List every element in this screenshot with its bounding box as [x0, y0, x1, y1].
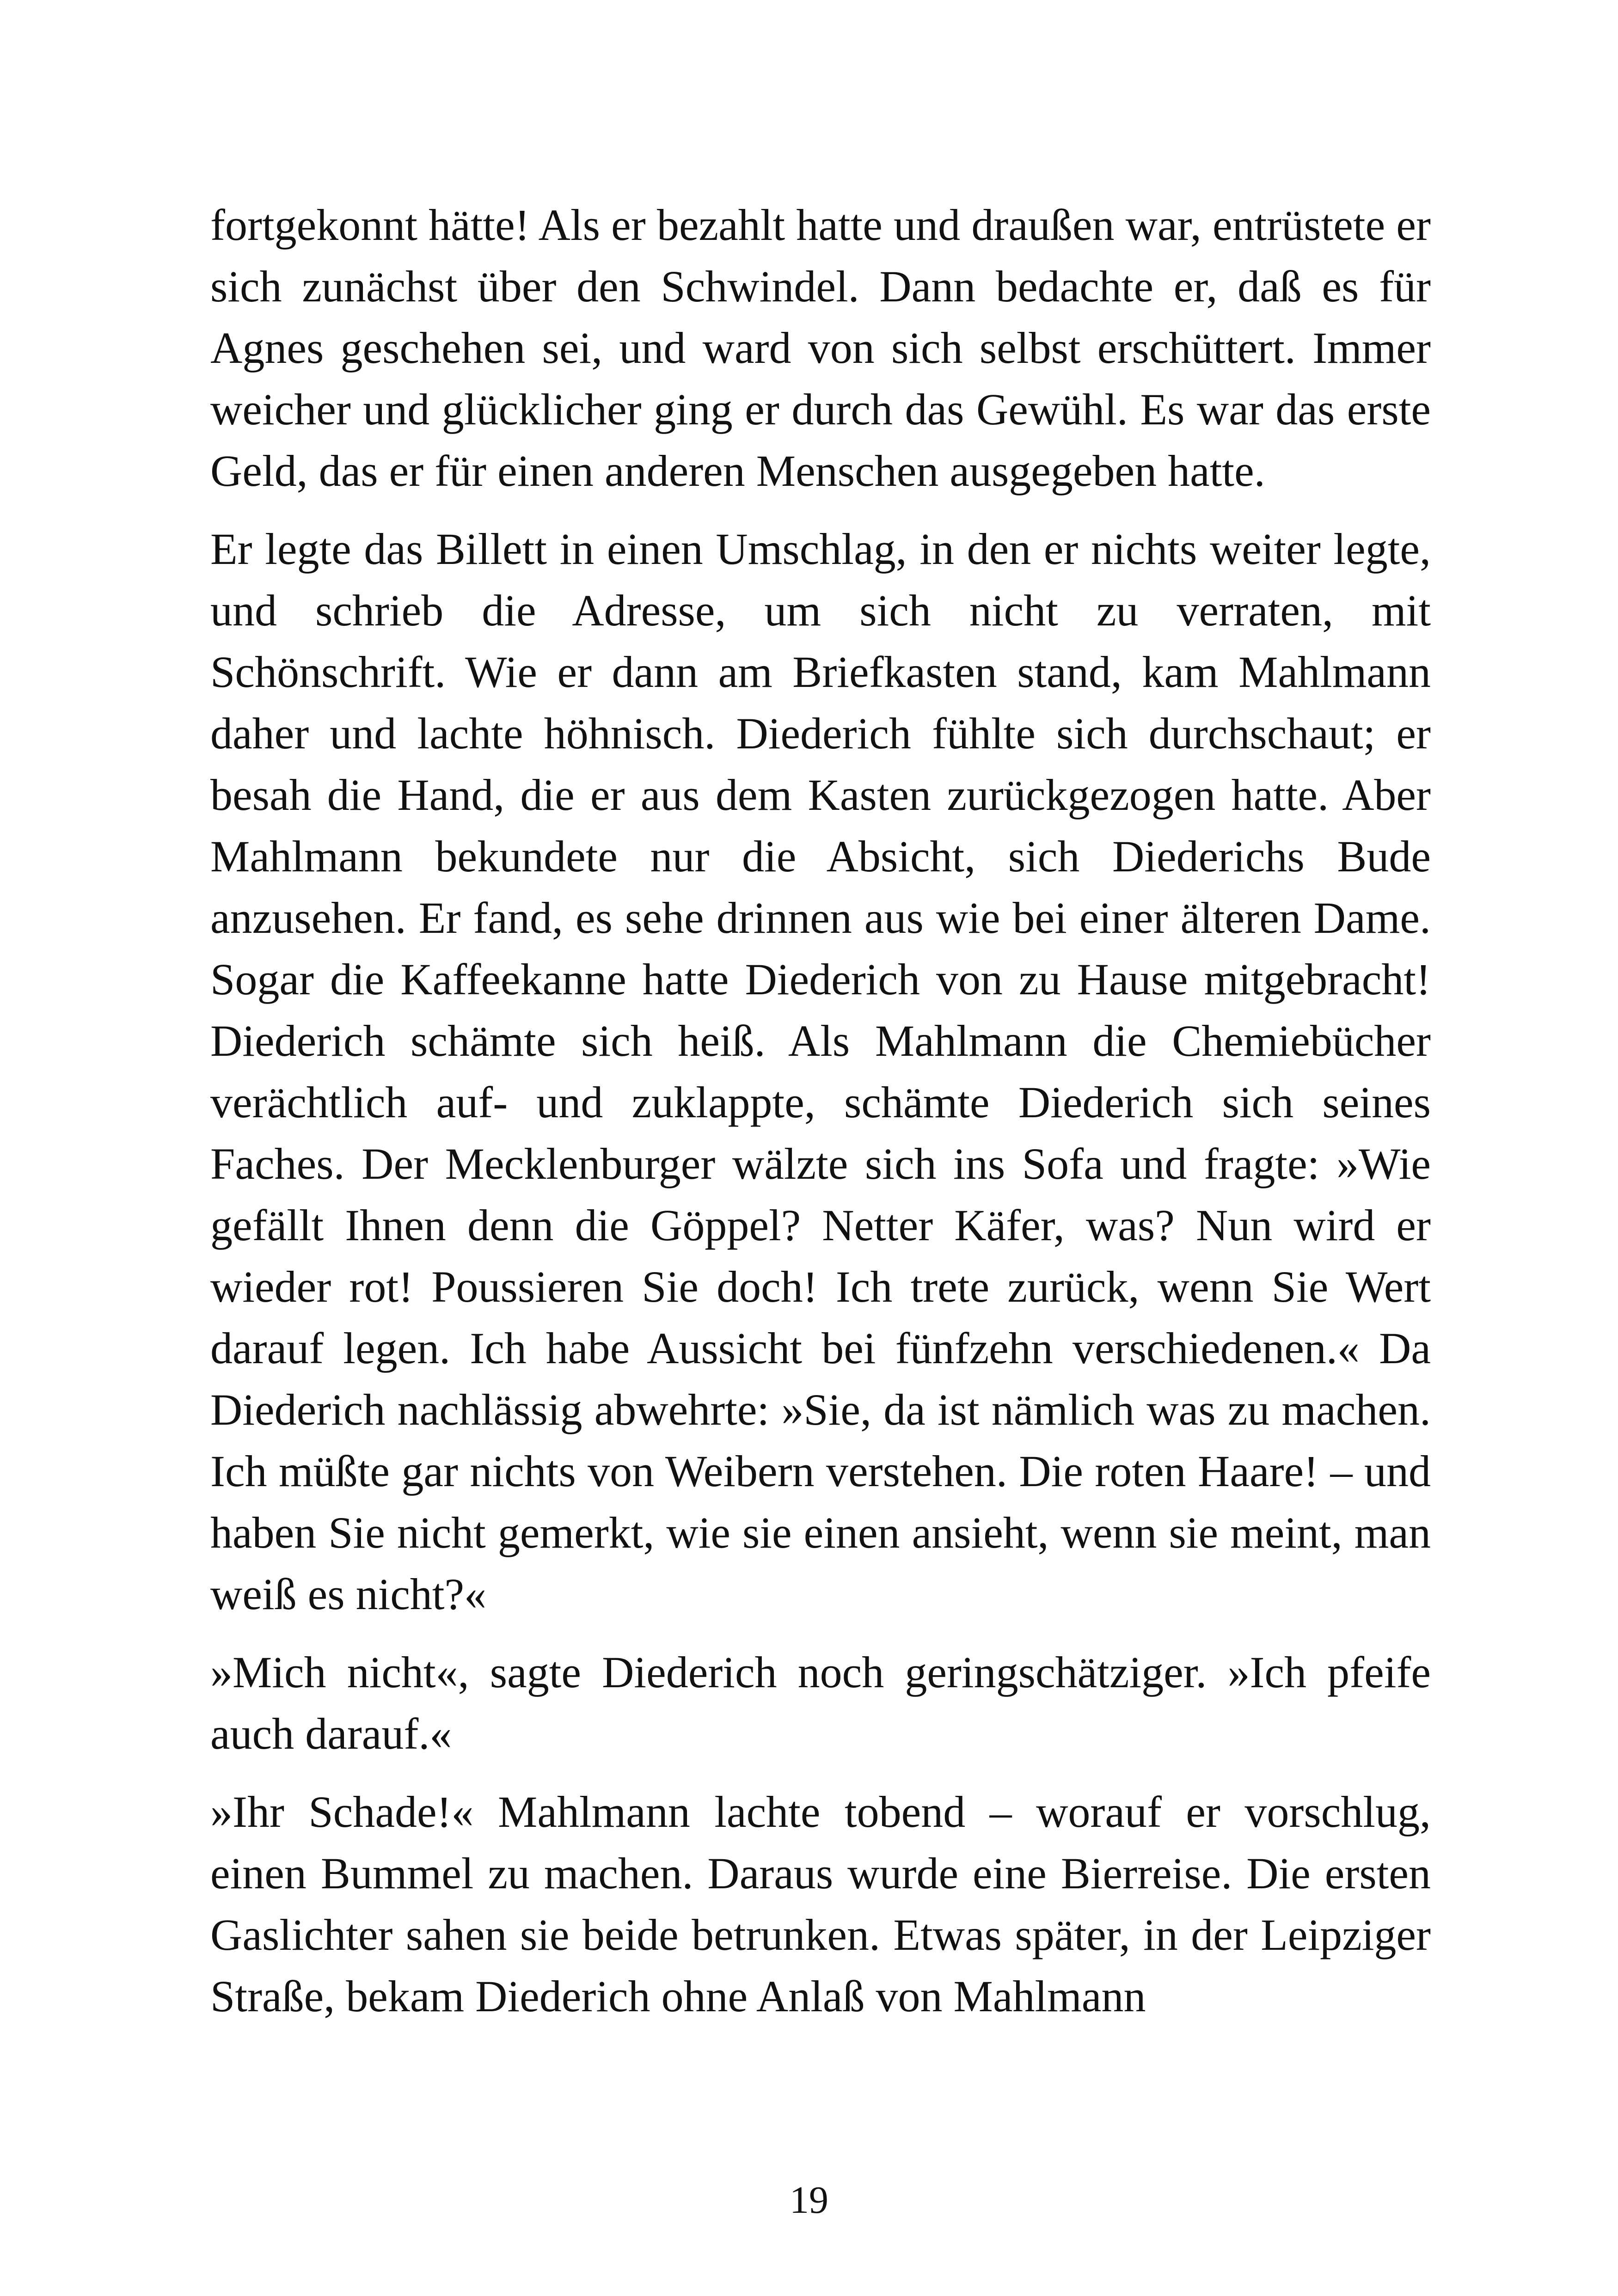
page-number: 19 — [790, 2179, 828, 2222]
paragraph-1: fortgekonnt hätte! Als er bezahlt hatte und draußen war, entrüstete er sich zunächst über den Schwindel. Dann bedachte er, daß es für Agnes geschehen sei, und ward von sich selbst erschüttert. Immer weicher und glücklicher ging er durch das Gewühl. Es war das erste Geld, das er für einen anderen Menschen ausgegeben hatte. — [210, 200, 1431, 496]
paragraph-3: »Mich nicht«, sagte Diederich noch geringschätziger. »Ich pfeife auch darauf.« — [210, 1647, 1431, 1758]
paragraph-2: Er legte das Billett in einen Umschlag, in den er nichts weiter legte, und schrieb die Adresse, um sich nicht zu verraten, mit Schönschrift. Wie er dann am Briefkasten stand, kam Mahlmann daher und lachte höhnisch. Diederich fühlte sich durchschaut; er besah die Hand, die er aus dem Kasten zurückgezogen hatte. Aber Mahlmann bekundete nur die Absicht, sich Diederichs Bude anzusehen. Er fand, es sehe drinnen aus wie bei einer älteren Dame. Sogar die Kaffeekanne hatte Diederich von zu Hause mitgebracht! Diederich schämte sich heiß. Als Mahlmann die Chemiebücher verächtlich auf- und zuklappte, schämte Diederich sich seines Faches. Der Mecklenburger wälzte sich ins Sofa und fragte: »Wie gefällt Ihnen denn die Göppel? Netter Käfer, was? Nun wird er wieder rot! Poussieren Sie doch! Ich trete zurück, wenn Sie Wert darauf legen. Ich habe Aussicht bei fünfzehn verschiedenen.« Da Diederich nachlässig abwehrte: »Sie, da ist nämlich was zu machen. Ich müßte gar nichts von Weibern verstehen. Die roten Haare! – und haben Sie nicht gemerkt, wie sie einen ansieht, wenn sie meint, man weiß es nicht?« — [210, 524, 1431, 1619]
paragraph-4: »Ihr Schade!« Mahlmann lachte tobend – worauf er vorschlug, einen Bummel zu machen. Daraus wurde eine Bierreise. Die ersten Gaslichter sahen sie beide betrunken. Etwas später, in der Leipziger Straße, bekam Diederich ohne Anlaß von Mahlmann — [210, 1787, 1431, 2021]
body-text — [210, 194, 1431, 2044]
